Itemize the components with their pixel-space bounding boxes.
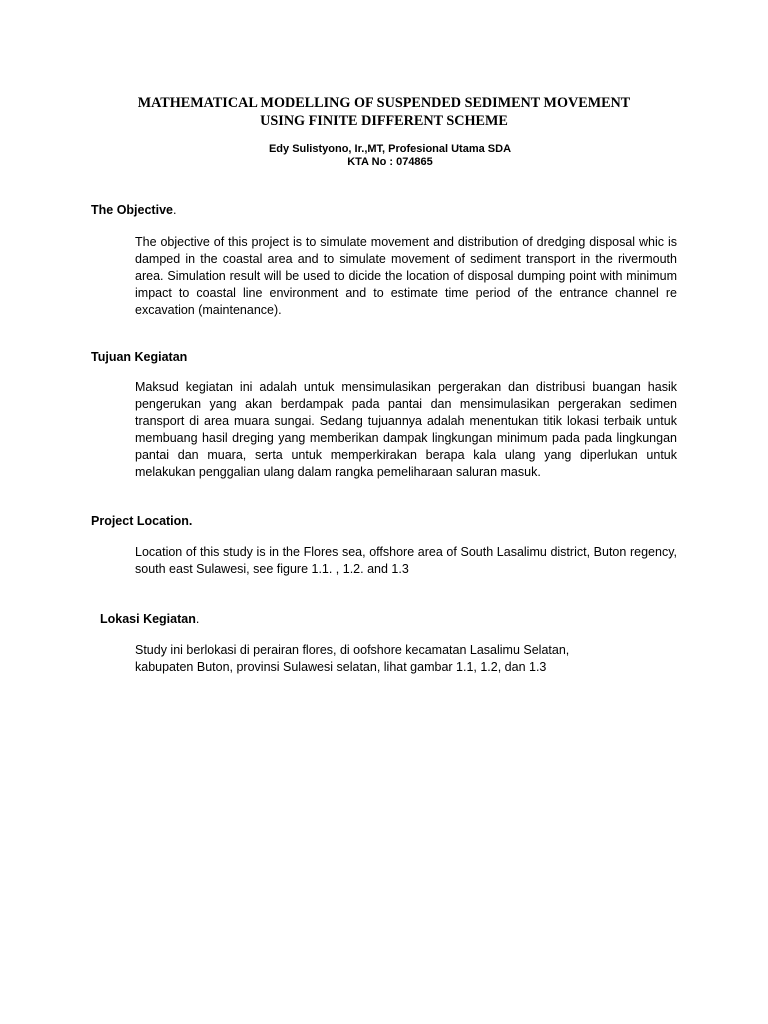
objective-heading-text: The Objective bbox=[91, 203, 173, 217]
project-location-heading: Project Location. bbox=[91, 514, 193, 528]
title-line-2: USING FINITE DIFFERENT SCHEME bbox=[260, 113, 508, 129]
lokasi-paragraph-line-1: Study ini berlokasi di perairan flores, di oofshore kecamatan Lasalimu Selatan, bbox=[135, 643, 570, 657]
lokasi-heading bbox=[100, 611, 199, 627]
tujuan-heading: Tujuan Kegiatan bbox=[91, 350, 188, 364]
objective-heading bbox=[91, 202, 176, 218]
title-line-1: MATHEMATICAL MODELLING OF SUSPENDED SEDIMENT MOVEMENT bbox=[137, 95, 631, 111]
lokasi-heading-period: . bbox=[195, 612, 200, 626]
author-kta-number: KTA No : 074865 bbox=[347, 156, 433, 168]
author-block bbox=[0, 143, 768, 169]
lokasi-paragraph bbox=[135, 642, 677, 676]
author-name: Edy Sulistyono, Ir.,MT, Profesional Utama SDA bbox=[268, 143, 512, 155]
document-title bbox=[0, 94, 768, 130]
objective-paragraph: The objective of this project is to simulate movement and distribution of dredging disposal whic is damped in the coastal area and to simulate movement of sediment transport in the rivermouth area. Simulation result will be used to dicide the location of disposal dumping point with minimum impact to coastal line environment and to estimate time period of the entrance channel re excavation (maintenance). bbox=[135, 235, 677, 317]
tujuan-paragraph: Maksud kegiatan ini adalah untuk mensimulasikan pergerakan dan distribusi buangan hasik pengerukan yang akan berdampak pada pantai dan mensimulasikan pergerakan sedimen transport di area muara sungai. Sedang tujuannya adalah menentukan titik lokasi terbaik untuk membuang hasil dreging yang memberikan dampak lingkungan minimum pada pada lingkungan pantai dan muara, serta untuk memperkirakan berapa kala ulang yang diperlukan untuk melakukan penggalian ulang dalam rangka pemeliharaan saluran masuk. bbox=[135, 380, 677, 479]
project-location-paragraph: Location of this study is in the Flores sea, offshore area of South Lasalimu district, Buton regency, south east Sulawesi, see figure 1.1. , 1.2. and 1.3 bbox=[135, 545, 677, 576]
lokasi-heading-text: Lokasi Kegiatan bbox=[100, 612, 196, 626]
lokasi-paragraph-line-2: kabupaten Buton, provinsi Sulawesi selatan, lihat gambar 1.1, 1.2, dan 1.3 bbox=[135, 659, 547, 674]
objective-heading-period: . bbox=[172, 203, 177, 217]
